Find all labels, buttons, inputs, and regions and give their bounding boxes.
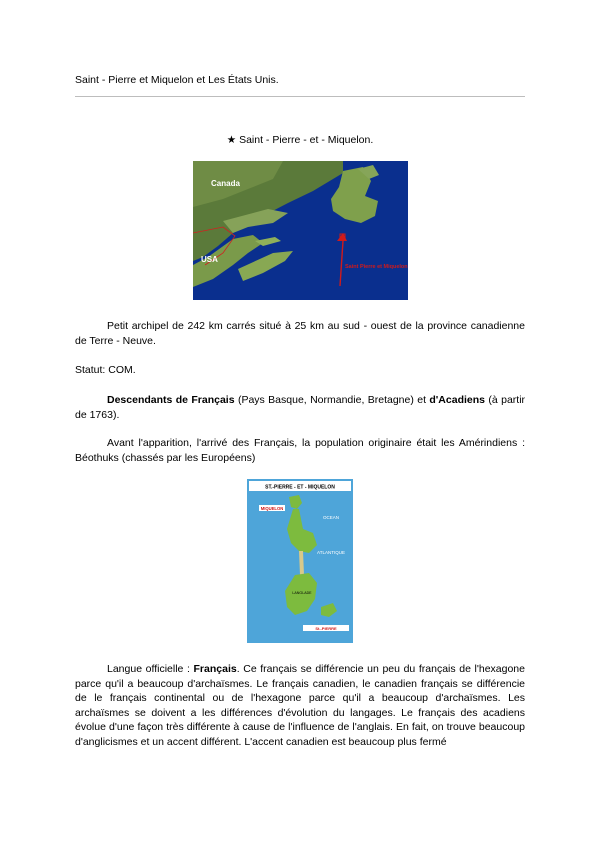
miquelon-label: MIQUELON: [260, 506, 284, 511]
archipelago-map-image: [247, 479, 353, 643]
langlade-label: LANGLADE: [292, 591, 312, 595]
canada-label: Canada: [211, 179, 240, 188]
region-map-svg: [193, 161, 408, 300]
star-icon: ★: [226, 134, 237, 146]
paragraph-archipel: Petit archipel de 242 km carrés situé à 25 km au sud - ouest de la province canadienne de Terre - Neuve.: [75, 320, 525, 347]
archipelago-title: ST.-PIERRE - ET - MIQUELON: [265, 484, 335, 491]
section-title: [75, 133, 525, 148]
archipelago-map-svg: [247, 479, 353, 643]
spm-label: Saint Pierre et Miquelon: [345, 264, 408, 270]
francais-bold: Français: [193, 663, 237, 675]
paragraph-langue: Langue officielle : Français. Ce français se différencie un peu du français de l'hexagone parce qu'il a beaucoup d'archaïsmes. Le français canadien, le canadien français se différencie de le français continental ou de l'hexagone parce qu'il a beaucoup d'archaïsmes. Les archaïsmes se doivent a les différences d'évolution du langages. Le français des acadiens évolue d'une façon très différente à cause de l'influence de l'anglais. En fait, on trouve beaucoup d'anglicismes et un accent différent. L'accent canadien est beaucoup plus fermé: [75, 663, 525, 748]
descendants-bold: Descendants de Français: [107, 394, 235, 406]
region-map-image: [193, 161, 408, 300]
header-divider: [75, 96, 525, 97]
paragraph-statut: Statut: COM.: [75, 364, 136, 376]
paragraph-amerindiens: Avant l'apparition, l'arrivé des Français, la population originaire était les Amérindiens : Béothuks (chassés par les Européens): [75, 437, 525, 464]
section-title-text: Saint - Pierre - et - Miquelon.: [239, 134, 374, 146]
usa-label: USA: [201, 255, 218, 264]
acadiens-bold: d'Acadiens: [429, 394, 485, 406]
ocean-label-2: ATLANTIQUE: [317, 550, 345, 555]
paragraph-descendants: Descendants de Français (Pays Basque, Normandie, Bretagne) et d'Acadiens (à partir de 1763).: [75, 394, 526, 421]
st-pierre-label: St.-PIERRE: [315, 626, 337, 631]
page-header: Saint - Pierre et Miquelon et Les États Unis.: [75, 74, 279, 86]
ocean-label-1: OCEAN: [322, 515, 340, 520]
